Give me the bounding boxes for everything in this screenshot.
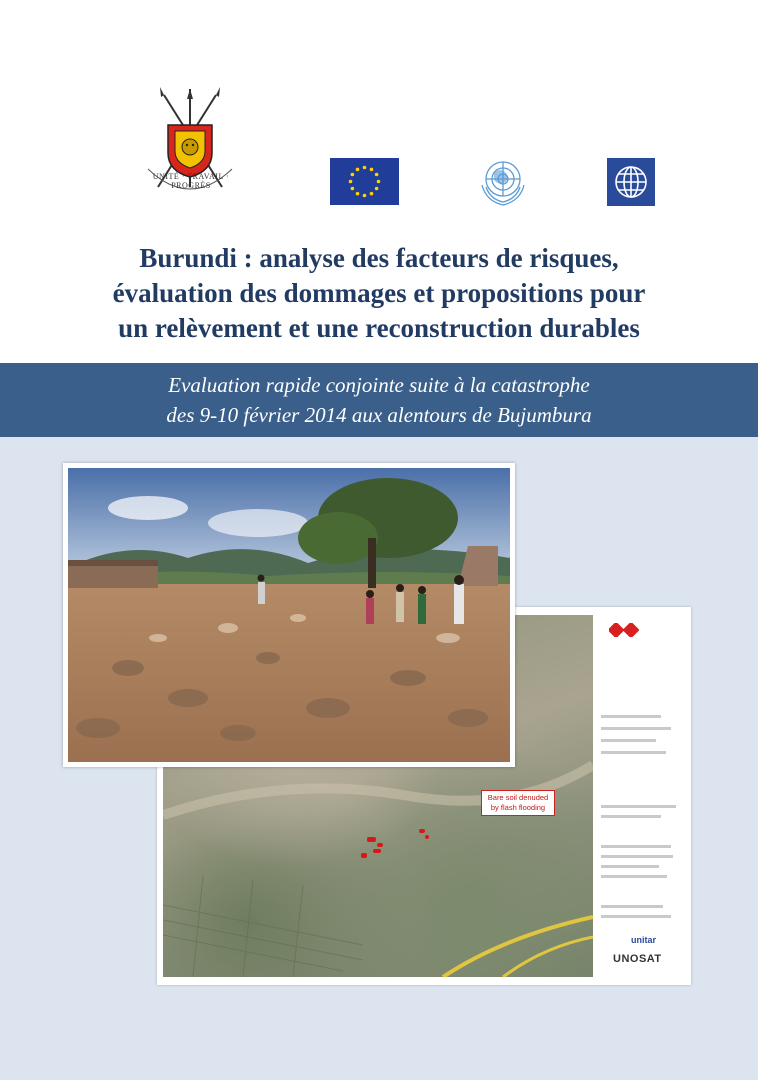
flood-damage-photo bbox=[63, 463, 515, 767]
un-emblem-logo bbox=[474, 155, 532, 207]
flood-marker bbox=[425, 835, 429, 839]
subtitle-line-2: des 9-10 février 2014 aux alentours de Bujumbura bbox=[166, 403, 592, 427]
eu-star-icon bbox=[349, 180, 353, 184]
legend-line bbox=[601, 805, 676, 808]
map-legend bbox=[597, 615, 685, 977]
legend-line bbox=[601, 915, 671, 918]
flood-damage-photo-image bbox=[68, 468, 510, 762]
flood-marker bbox=[377, 843, 383, 847]
legend-line bbox=[601, 727, 671, 730]
eu-star-icon bbox=[375, 173, 379, 177]
legend-line bbox=[601, 845, 671, 848]
legend-line bbox=[601, 751, 666, 754]
eu-star-icon bbox=[370, 192, 374, 196]
legend-line bbox=[601, 905, 663, 908]
eu-star-icon bbox=[363, 166, 367, 170]
eu-star-icon bbox=[377, 180, 381, 184]
flood-marker bbox=[373, 849, 381, 853]
eu-flag-logo bbox=[330, 158, 399, 205]
coat-of-arms-motto: UNITÉ · TRAVAIL · PROGRÈS bbox=[152, 172, 230, 190]
legend-line bbox=[601, 855, 673, 858]
eu-star-icon bbox=[351, 173, 355, 177]
title-line-1: Burundi : analyse des facteurs de risques, bbox=[139, 243, 619, 273]
legend-line bbox=[601, 815, 661, 818]
flood-marker bbox=[419, 829, 425, 833]
title-line-2: évaluation des dommages et propositions pour bbox=[112, 278, 646, 308]
eu-star-icon bbox=[370, 168, 374, 172]
title-line-3: un relèvement et une reconstruction durables bbox=[118, 313, 640, 343]
eu-star-icon bbox=[375, 187, 379, 191]
subtitle-line-1: Evaluation rapide conjointe suite à la catastrophe bbox=[168, 373, 590, 397]
flood-marker bbox=[361, 853, 367, 858]
eu-star-icon bbox=[363, 194, 367, 198]
hazard-icon bbox=[609, 623, 639, 637]
eu-star-icon bbox=[356, 168, 360, 172]
legend-line bbox=[601, 875, 667, 878]
eu-star-icon bbox=[351, 187, 355, 191]
legend-line bbox=[601, 715, 661, 718]
legend-line bbox=[601, 865, 659, 868]
flood-marker bbox=[367, 837, 376, 842]
map-callout: Bare soil denuded by flash flooding bbox=[481, 790, 555, 816]
world-bank-logo bbox=[607, 158, 655, 206]
legend-line bbox=[601, 739, 656, 742]
unosat-label: UNOSAT bbox=[613, 953, 662, 965]
report-title bbox=[0, 241, 758, 346]
eu-star-icon bbox=[356, 192, 360, 196]
subtitle-band bbox=[0, 363, 758, 437]
unitar-label: unitar bbox=[631, 935, 657, 945]
